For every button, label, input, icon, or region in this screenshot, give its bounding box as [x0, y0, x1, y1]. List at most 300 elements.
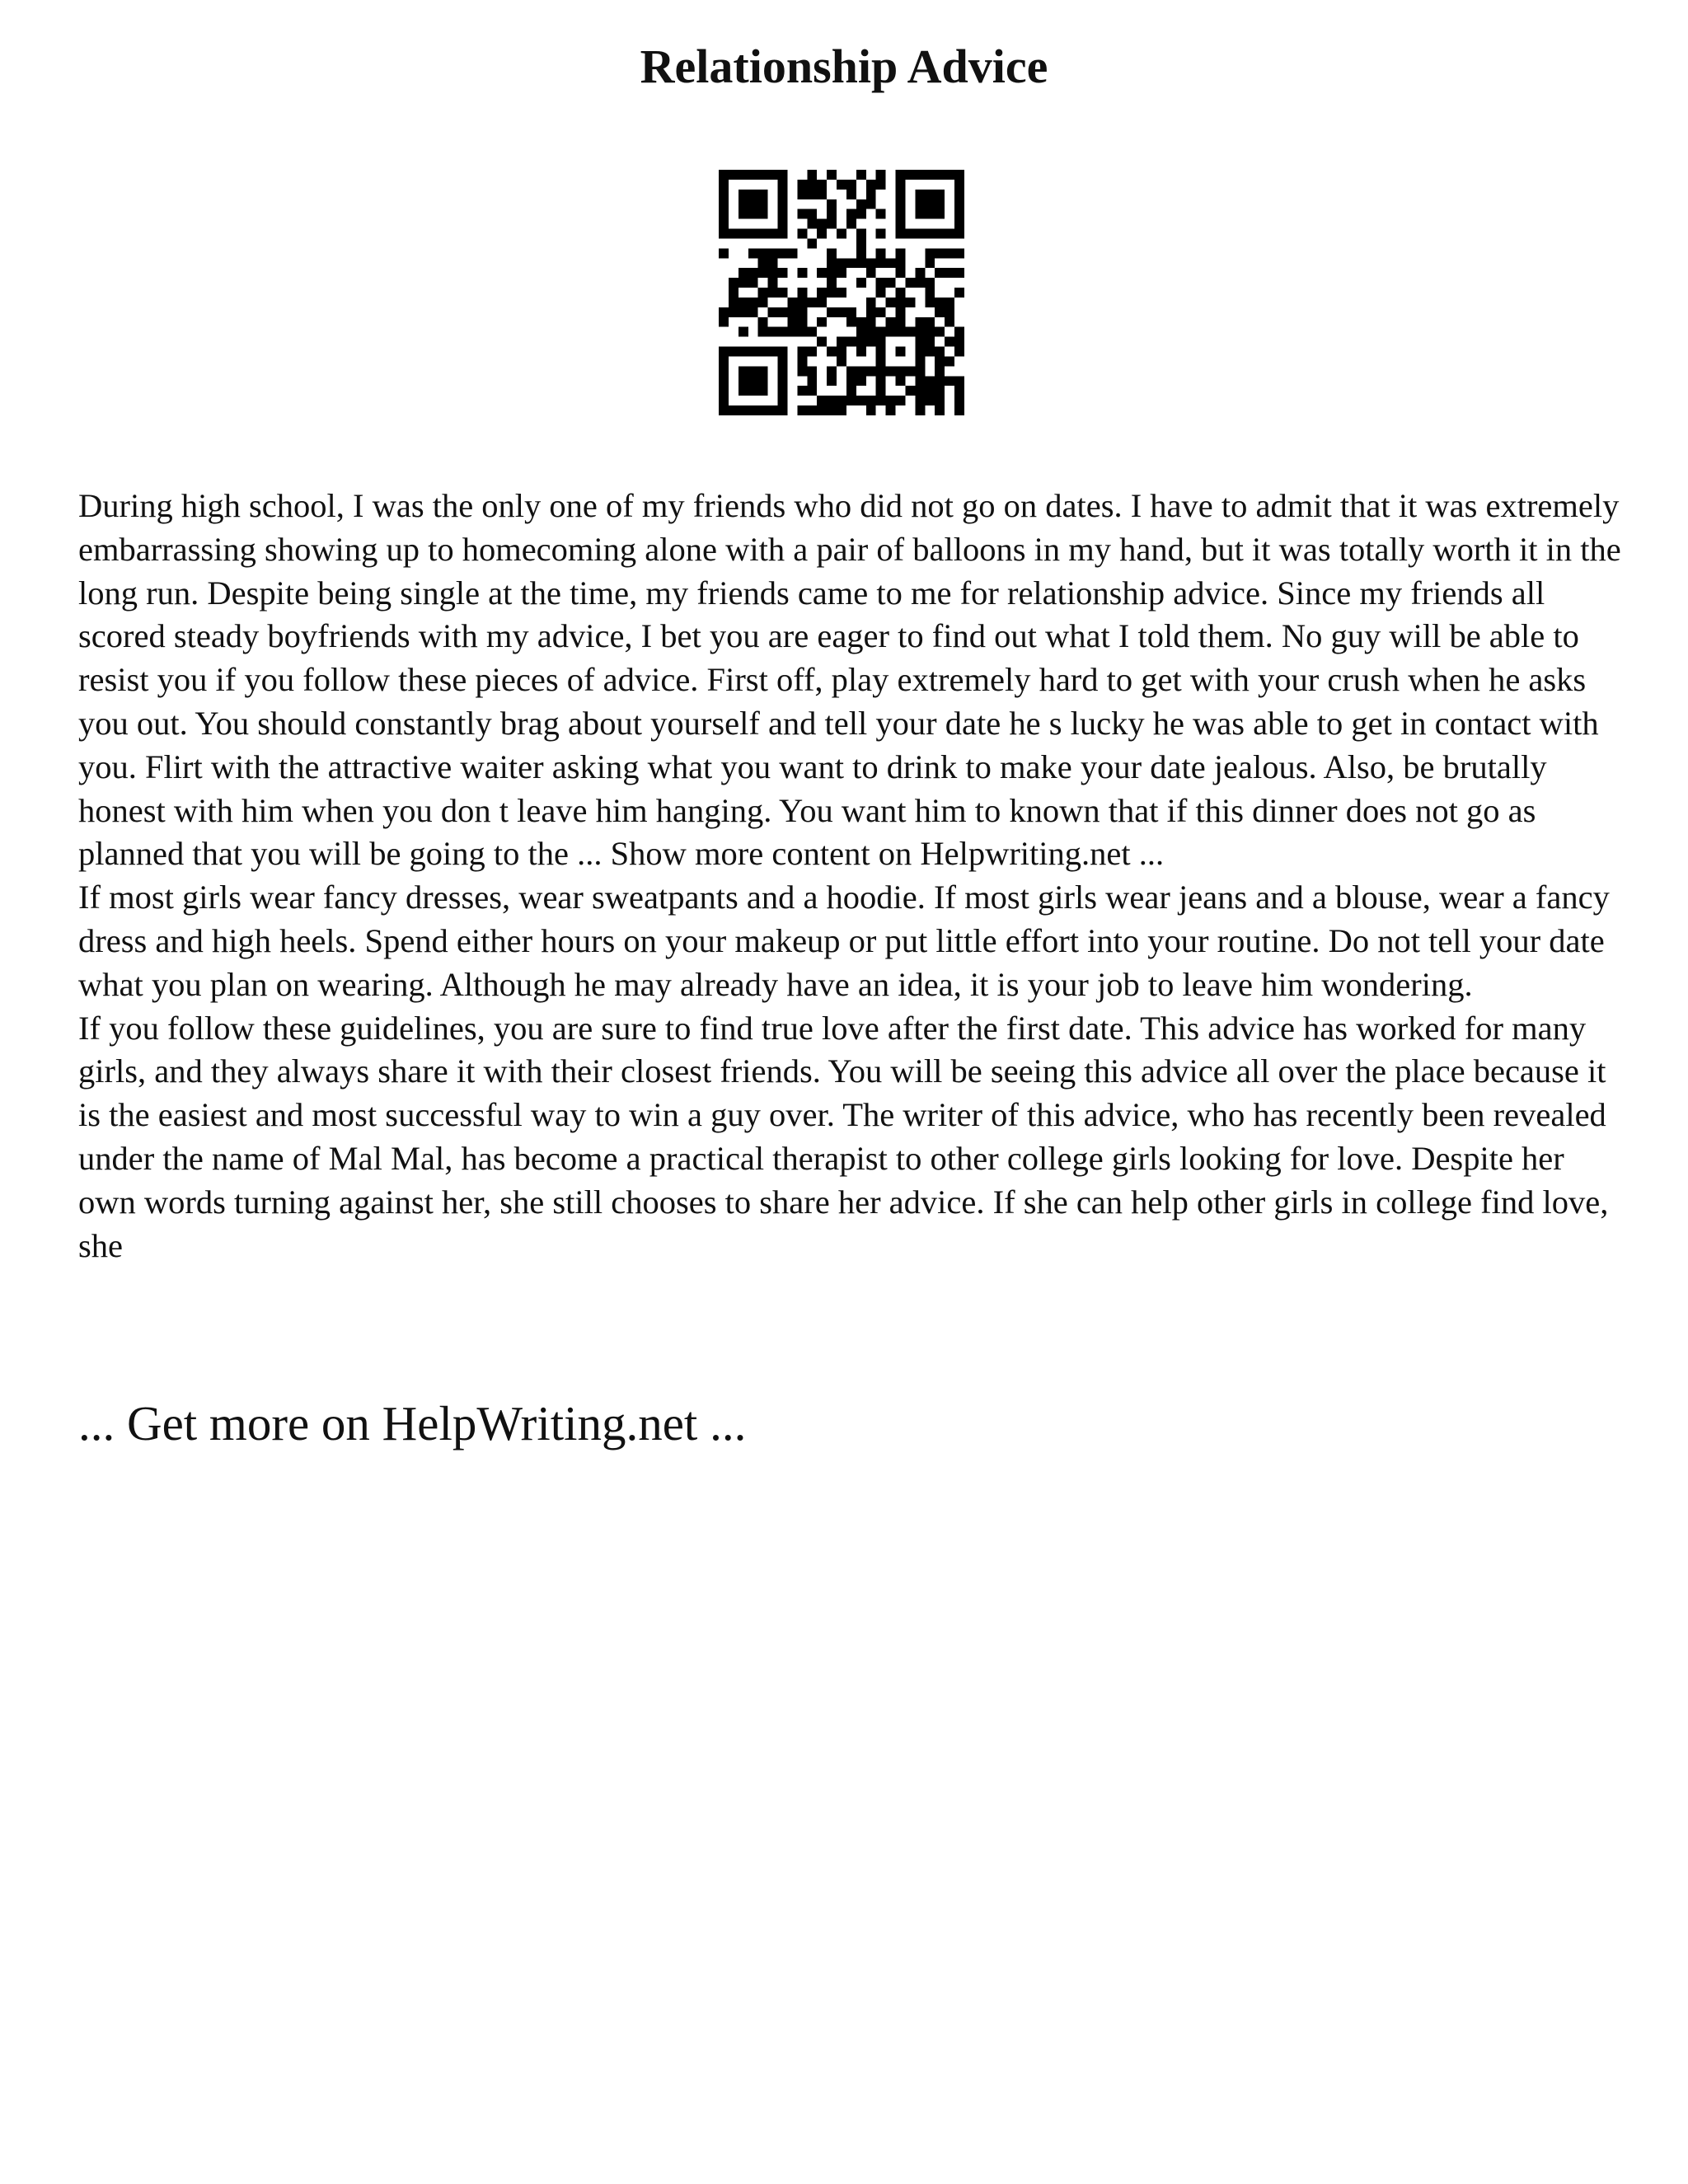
- qr-module: [758, 258, 768, 268]
- qr-module: [738, 376, 748, 386]
- qr-module: [915, 327, 925, 337]
- qr-module: [954, 347, 964, 357]
- qr-module: [758, 288, 768, 298]
- qr-module: [787, 327, 797, 337]
- qr-module: [719, 317, 729, 327]
- qr-module: [935, 356, 945, 366]
- qr-module: [876, 258, 886, 268]
- qr-module: [896, 190, 906, 199]
- qr-module: [719, 356, 729, 366]
- qr-module: [935, 396, 945, 405]
- qr-module: [748, 229, 758, 239]
- qr-module: [797, 229, 807, 239]
- qr-module: [896, 327, 906, 337]
- qr-module: [876, 366, 886, 376]
- qr-module: [876, 337, 886, 347]
- qr-module: [866, 307, 876, 317]
- qr-module: [778, 190, 788, 199]
- qr-module: [915, 268, 925, 278]
- qr-module: [954, 180, 964, 190]
- qr-module: [719, 209, 729, 219]
- qr-module: [807, 327, 817, 337]
- qr-module: [886, 405, 896, 415]
- qr-module: [827, 199, 837, 209]
- qr-module: [797, 327, 807, 337]
- qr-module: [768, 170, 778, 180]
- qr-module: [817, 190, 827, 199]
- paragraph-3: If you follow these guidelines, you are sure to find true love after the first date. This advice has worked for many girls, and they always share it with their closest friends. You will be seeing this advice all over the place because it is the easiest and most successful way to win a guy over. The writer of this advice, who has recently been revealed under the name of Mal Mal, has become a practical therapist to other college girls looking for love. Despite her own words turning against her, she still chooses to share her advice. If she can help other girls in college find love, she: [78, 1009, 1609, 1264]
- qr-module: [925, 327, 935, 337]
- qr-module: [896, 199, 906, 209]
- qr-module: [719, 386, 729, 396]
- qr-module: [719, 248, 729, 258]
- qr-module: [827, 209, 837, 219]
- qr-module: [758, 405, 768, 415]
- qr-module: [886, 258, 896, 268]
- qr-module: [905, 386, 915, 396]
- qr-module: [778, 180, 788, 190]
- qr-module: [896, 180, 906, 190]
- qr-module: [738, 190, 748, 199]
- qr-module: [807, 376, 817, 386]
- qr-module: [797, 356, 807, 366]
- qr-module: [797, 386, 807, 396]
- qr-module: [797, 288, 807, 298]
- qr-module: [925, 190, 935, 199]
- qr-module: [905, 229, 915, 239]
- qr-module: [866, 317, 876, 327]
- qr-module: [915, 209, 925, 219]
- qr-module: [778, 347, 788, 357]
- qr-module: [856, 337, 866, 347]
- qr-module: [846, 337, 856, 347]
- qr-module: [945, 317, 954, 327]
- qr-module: [925, 298, 935, 307]
- qr-module: [719, 307, 729, 317]
- qr-module: [729, 405, 738, 415]
- qr-module: [797, 209, 807, 219]
- qr-module: [738, 268, 748, 278]
- qr-module: [768, 278, 778, 288]
- qr-module: [768, 268, 778, 278]
- qr-module: [866, 366, 876, 376]
- qr-module: [846, 396, 856, 405]
- qr-module: [827, 268, 837, 278]
- qr-module: [807, 298, 817, 307]
- qr-module: [954, 219, 964, 229]
- qr-module: [905, 298, 915, 307]
- qr-module: [817, 268, 827, 278]
- qr-module: [778, 405, 788, 415]
- qr-module: [846, 209, 856, 219]
- qr-module: [866, 327, 876, 337]
- qr-module: [925, 199, 935, 209]
- qr-module: [807, 209, 817, 219]
- qr-module: [954, 386, 964, 396]
- qr-module: [758, 317, 768, 327]
- qr-module: [748, 298, 758, 307]
- qr-module: [837, 258, 846, 268]
- qr-module: [787, 307, 797, 317]
- qr-module: [827, 347, 837, 357]
- qr-module: [837, 356, 846, 366]
- qr-module: [797, 180, 807, 190]
- qr-module: [827, 307, 837, 317]
- qr-module: [807, 366, 817, 376]
- qr-module: [837, 180, 846, 190]
- qr-module: [837, 307, 846, 317]
- get-more-link[interactable]: ... Get more on HelpWriting.net ...: [78, 1396, 747, 1451]
- qr-module: [787, 248, 797, 258]
- qr-module: [886, 366, 896, 376]
- qr-module: [925, 386, 935, 396]
- qr-module: [925, 248, 935, 258]
- qr-module: [954, 327, 964, 337]
- qr-module: [876, 170, 886, 180]
- qr-module: [768, 347, 778, 357]
- qr-module: [748, 248, 758, 258]
- qr-module: [954, 170, 964, 180]
- qr-module: [827, 405, 837, 415]
- qr-module: [896, 307, 906, 317]
- qr-module: [719, 366, 729, 376]
- qr-module: [866, 405, 876, 415]
- qr-module: [719, 405, 729, 415]
- qr-module: [738, 209, 748, 219]
- qr-module: [905, 327, 915, 337]
- qr-module: [876, 307, 886, 317]
- qr-module: [748, 190, 758, 199]
- qr-module: [748, 307, 758, 317]
- qr-module: [876, 356, 886, 366]
- qr-module: [778, 327, 788, 337]
- qr-module: [738, 298, 748, 307]
- qr-module: [748, 366, 758, 376]
- qr-module: [945, 376, 954, 386]
- qr-module: [896, 317, 906, 327]
- qr-module: [935, 405, 945, 415]
- qr-module: [729, 347, 738, 357]
- qr-module: [954, 396, 964, 405]
- qr-module: [896, 268, 906, 278]
- qr-module: [925, 376, 935, 386]
- qr-module: [915, 347, 925, 357]
- qr-module: [945, 248, 954, 258]
- qr-module: [886, 396, 896, 405]
- qr-module: [866, 298, 876, 307]
- qr-module: [896, 376, 906, 386]
- qr-module: [846, 258, 856, 268]
- qr-module: [935, 268, 945, 278]
- qr-module: [837, 405, 846, 415]
- qr-module: [954, 199, 964, 209]
- qr-module: [817, 317, 827, 327]
- qr-module: [935, 376, 945, 386]
- qr-module: [729, 229, 738, 239]
- qr-module: [758, 229, 768, 239]
- qr-module: [846, 317, 856, 327]
- qr-module: [778, 376, 788, 386]
- qr-module: [758, 170, 768, 180]
- qr-module: [719, 170, 729, 180]
- qr-module: [817, 288, 827, 298]
- qr-module: [876, 278, 886, 288]
- qr-module: [886, 327, 896, 337]
- qr-module: [846, 180, 856, 190]
- qr-module: [905, 366, 915, 376]
- qr-module: [758, 209, 768, 219]
- qr-module: [876, 386, 886, 396]
- qr-module: [896, 366, 906, 376]
- qr-module: [778, 356, 788, 366]
- qr-module: [856, 238, 866, 248]
- qr-module: [719, 190, 729, 199]
- page-title: Relationship Advice: [640, 40, 1048, 93]
- qr-module: [748, 199, 758, 209]
- qr-module: [837, 288, 846, 298]
- qr-module: [866, 190, 876, 199]
- qr-module: [945, 337, 954, 347]
- qr-module: [856, 258, 866, 268]
- qr-module: [797, 190, 807, 199]
- qr-module: [738, 366, 748, 376]
- qr-module: [837, 337, 846, 347]
- qr-module: [768, 229, 778, 239]
- qr-module: [856, 209, 866, 219]
- qr-module: [876, 396, 886, 405]
- qr-module: [817, 229, 827, 239]
- qr-module: [768, 288, 778, 298]
- qr-module: [925, 337, 935, 347]
- qr-module: [827, 366, 837, 376]
- qr-module: [846, 376, 856, 386]
- qr-module: [827, 288, 837, 298]
- qr-module: [945, 268, 954, 278]
- qr-module: [768, 327, 778, 337]
- qr-module: [758, 298, 768, 307]
- qr-module: [886, 317, 896, 327]
- qr-module: [827, 278, 837, 288]
- qr-module: [807, 180, 817, 190]
- qr-module: [856, 327, 866, 337]
- qr-module: [738, 347, 748, 357]
- qr-module: [797, 405, 807, 415]
- qr-module: [817, 219, 827, 229]
- qr-module: [935, 190, 945, 199]
- qr-module: [797, 366, 807, 376]
- qr-code-icon: [719, 170, 964, 415]
- qr-module: [935, 248, 945, 258]
- qr-module: [896, 170, 906, 180]
- qr-module: [915, 405, 925, 415]
- qr-module: [807, 238, 817, 248]
- qr-module: [817, 337, 827, 347]
- qr-module: [866, 268, 876, 278]
- article-body: [78, 485, 1624, 1268]
- qr-module: [896, 288, 906, 298]
- qr-module: [846, 386, 856, 396]
- qr-module: [915, 229, 925, 239]
- qr-module: [797, 307, 807, 317]
- qr-module: [719, 376, 729, 386]
- qr-module: [925, 278, 935, 288]
- qr-module: [719, 396, 729, 405]
- qr-module: [886, 278, 896, 288]
- qr-module: [778, 307, 788, 317]
- qr-module: [738, 327, 748, 337]
- qr-module: [935, 229, 945, 239]
- qr-module: [954, 209, 964, 219]
- qr-module: [758, 366, 768, 376]
- qr-module: [905, 278, 915, 288]
- qr-module: [954, 376, 964, 386]
- qr-module: [915, 317, 925, 327]
- qr-module: [925, 209, 935, 219]
- qr-module: [846, 366, 856, 376]
- qr-module: [748, 209, 758, 219]
- qr-module: [925, 258, 935, 268]
- qr-module: [787, 317, 797, 327]
- qr-module: [896, 229, 906, 239]
- qr-module: [778, 199, 788, 209]
- qr-module: [827, 248, 837, 258]
- qr-module: [915, 386, 925, 396]
- qr-module: [778, 288, 788, 298]
- qr-module: [945, 356, 954, 366]
- qr-module: [935, 199, 945, 209]
- qr-module: [758, 386, 768, 396]
- qr-module: [778, 396, 788, 405]
- qr-module: [748, 405, 758, 415]
- qr-module: [896, 258, 906, 268]
- qr-module: [866, 337, 876, 347]
- qr-module: [935, 386, 945, 396]
- qr-module: [856, 248, 866, 258]
- qr-module: [807, 386, 817, 396]
- qr-module: [797, 298, 807, 307]
- qr-module: [738, 307, 748, 317]
- qr-module: [896, 396, 906, 405]
- qr-module: [817, 405, 827, 415]
- qr-module: [925, 317, 935, 327]
- paragraph-1: During high school, I was the only one of my friends who did not go on dates. I have to admit that it was extremely embarrassing showing up to homecoming alone with a pair of balloons in my hand, but it was totally worth it in the long run. Despite being single at the time, my friends came to me for relationship advice. Since my friends all scored steady boyfriends with my advice, I bet you are eager to find out what I told them. No guy will be able to resist you if you follow these pieces of advice. First off, play extremely hard to get with your crush when he asks you out. You should constantly brag about yourself and tell your date he s lucky he was able to get in contact with you. Flirt with the attractive waiter asking what you want to drink to make your date jealous. Also, be brutally honest with him when you don t leave him hanging. You want him to known that if this dinner does not go as planned that you will be going to the ... Show more content on Helpwriting.net ...: [78, 487, 1621, 873]
- qr-module: [758, 268, 768, 278]
- qr-module: [896, 219, 906, 229]
- qr-module: [729, 170, 738, 180]
- qr-module: [925, 396, 935, 405]
- qr-module: [915, 337, 925, 347]
- qr-module: [758, 248, 768, 258]
- qr-module: [827, 396, 837, 405]
- qr-module: [915, 199, 925, 209]
- qr-module: [935, 298, 945, 307]
- qr-module: [896, 347, 906, 357]
- qr-module: [846, 219, 856, 229]
- qr-module: [778, 248, 788, 258]
- qr-module: [817, 298, 827, 307]
- qr-module: [925, 288, 935, 298]
- qr-module: [876, 376, 886, 386]
- qr-module: [778, 268, 788, 278]
- qr-module: [905, 170, 915, 180]
- qr-module: [945, 298, 954, 307]
- qr-module: [738, 405, 748, 415]
- qr-module: [945, 229, 954, 239]
- qr-module: [817, 396, 827, 405]
- qr-module: [778, 229, 788, 239]
- qr-module: [896, 298, 906, 307]
- qr-module: [738, 170, 748, 180]
- qr-module: [778, 366, 788, 376]
- qr-module: [729, 288, 738, 298]
- qr-module: [935, 209, 945, 219]
- qr-module: [876, 248, 886, 258]
- qr-module: [748, 268, 758, 278]
- qr-module: [954, 288, 964, 298]
- qr-module: [856, 396, 866, 405]
- qr-module: [778, 386, 788, 396]
- qr-module: [945, 170, 954, 180]
- qr-module: [758, 347, 768, 357]
- qr-module: [896, 248, 906, 258]
- qr-module: [915, 190, 925, 199]
- qr-module: [827, 376, 837, 386]
- qr-module: [935, 170, 945, 180]
- qr-module: [748, 170, 758, 180]
- qr-module: [817, 180, 827, 190]
- qr-module: [935, 327, 945, 337]
- qr-module: [954, 248, 964, 258]
- qr-module: [935, 366, 945, 376]
- qr-module: [954, 337, 964, 347]
- qr-module: [837, 396, 846, 405]
- qr-module: [738, 199, 748, 209]
- qr-module: [866, 199, 876, 209]
- qr-module: [837, 229, 846, 239]
- qr-module: [807, 347, 817, 357]
- qr-code[interactable]: [719, 170, 964, 415]
- qr-module: [778, 219, 788, 229]
- qr-module: [787, 298, 797, 307]
- qr-module: [915, 356, 925, 366]
- qr-module: [856, 199, 866, 209]
- qr-module: [719, 219, 729, 229]
- qr-module: [925, 229, 935, 239]
- qr-module: [954, 405, 964, 415]
- qr-module: [758, 376, 768, 386]
- qr-module: [738, 386, 748, 396]
- qr-module: [797, 268, 807, 278]
- qr-module: [797, 347, 807, 357]
- qr-module: [945, 307, 954, 317]
- qr-module: [915, 396, 925, 405]
- qr-module: [915, 170, 925, 180]
- qr-module: [856, 366, 866, 376]
- qr-module: [866, 258, 876, 268]
- qr-module: [856, 229, 866, 239]
- qr-module: [954, 229, 964, 239]
- qr-module: [876, 347, 886, 357]
- qr-module: [866, 396, 876, 405]
- qr-module: [768, 258, 778, 268]
- qr-module: [827, 170, 837, 180]
- qr-module: [856, 317, 866, 327]
- qr-module: [758, 190, 768, 199]
- qr-module: [729, 298, 738, 307]
- qr-module: [827, 258, 837, 268]
- qr-module: [856, 347, 866, 357]
- qr-module: [935, 307, 945, 317]
